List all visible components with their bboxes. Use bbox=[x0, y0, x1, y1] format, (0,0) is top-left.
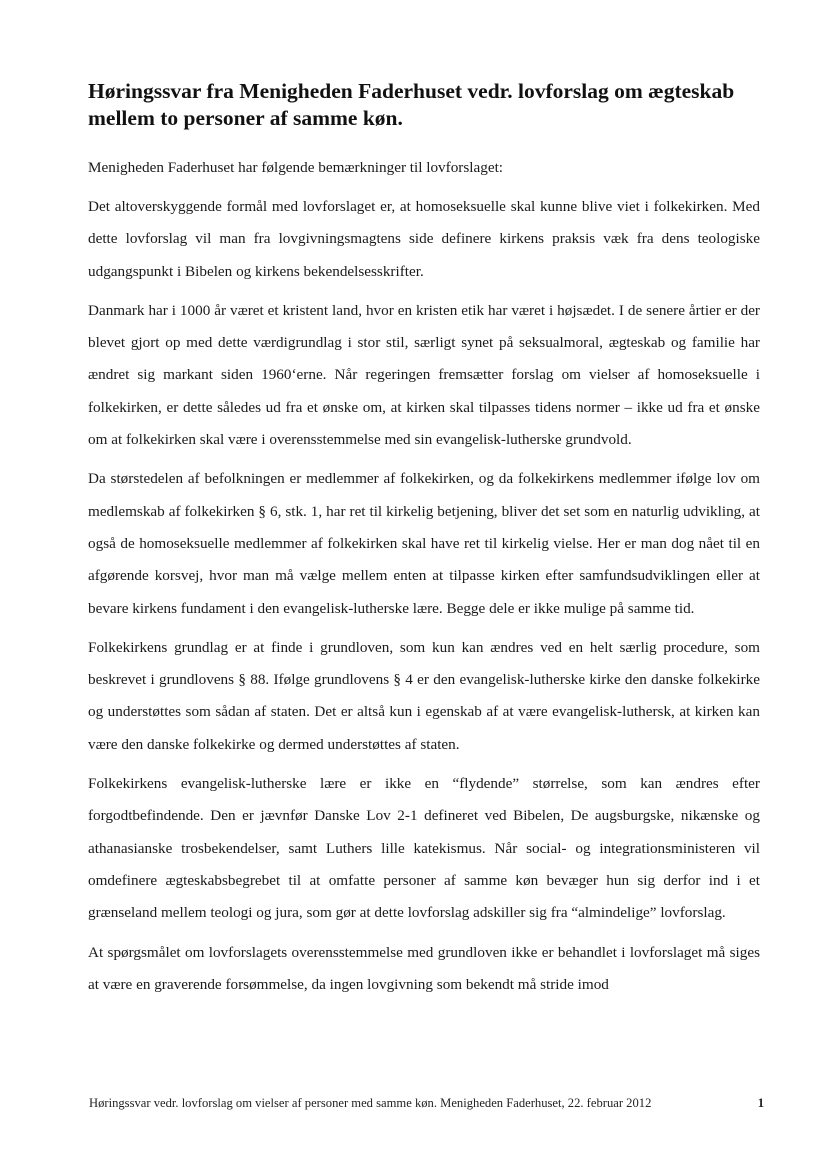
body-paragraph-3: Da størstedelen af befolkningen er medlemmer af folkekirken, og da folkekirkens medlemmer ifølge lov om medlemskab af folkekirken § 6, stk. 1, har ret til kirkelig betjening, bliver det set som en naturlig udvikling, at også de homoseksuelle medlemmer af folkekirken skal have ret til kirkelig vielse. Her er man dog nået til en afgørende korsvej, hvor man må vælge mellem enten at tilpasse kirken efter samfundsudviklingen eller at bevare kirkens fundament i den evangelisk-lutherske lære. Begge dele er ikke mulige på samme tid. bbox=[88, 470, 760, 617]
body-paragraph-4: Folkekirkens grundlag er at finde i grundloven, som kun kan ændres ved en helt særlig procedure, som beskrevet i grundlovens § 88. Ifølge grundlovens § 4 er den evangelisk-lutherske kirke den danske folkekirke og understøttes som sådan af staten. Det er altså kun i egenskab af at være evangelisk-luthersk, at kirken kan være den danske folkekirke og dermed understøttes af staten. bbox=[88, 638, 760, 753]
body-paragraph-1: Det altoverskyggende formål med lovforslaget er, at homoseksuelle skal kunne blive viet i folkekirken. Med dette lovforslag vil man fra lovgivningsmagtens side definere kirkens praksis væk fra dens teologiske udgangspunkt i Bibelen og kirkens bekendelsesskrifter. bbox=[88, 198, 760, 280]
footer-text: Høringssvar vedr. lovforslag om vielser af personer med samme køn. Menigheden Faderhuset, 22. februar 2012 bbox=[89, 1096, 652, 1110]
document-title: Høringssvar fra Menigheden Faderhuset vedr. lovforslag om ægteskab mellem to personer af samme køn. bbox=[88, 79, 735, 130]
document-body bbox=[88, 78, 760, 1001]
intro-paragraph: Menigheden Faderhuset har følgende bemærkninger til lovforslaget: bbox=[88, 159, 504, 176]
page-number: 1 bbox=[757, 1096, 764, 1110]
body-paragraph-6: At spørgsmålet om lovforslagets overensstemmelse med grundloven ikke er behandlet i lovforslaget må siges at være en graverende forsømmelse, da ingen lovgivning som bekendt må stride imod bbox=[88, 943, 760, 993]
body-paragraph-2: Danmark har i 1000 år været et kristent land, hvor en kristen etik har været i højsædet. I de senere årtier er der blevet gjort op med dette værdigrundlag i stor stil, særligt synet på seksualmoral, ægteskab og familie har ændret sig markant siden 1960‘erne. Når regeringen fremsætter forslag om vielser af homoseksuelle i folkekirken, er dette således ud fra et ønske om, at kirken skal tilpasses tidens normer – ikke ud fra et ønske om at folkekirken skal være i overensstemmelse med sin evangelisk-lutherske grundvold. bbox=[88, 301, 760, 449]
body-paragraph-5: Folkekirkens evangelisk-lutherske lære er ikke en “flydende” størrelse, som kan ændres efter forgodtbefindende. Den er jævnfør Danske Lov 2-1 defineret ved Bibelen, De augsburgske, nikænske og athanasianske trosbekendelser, samt Luthers lille katekismus. Når social- og integrationsministeren vil omdefinere ægteskabsbegrebet til at omfatte personer af samme køn bevæger hun sig derfor ind i et grænseland mellem teologi og jura, som gør at dette lovforslag adskiller sig fra “almindelige” lovforslag. bbox=[88, 775, 760, 922]
